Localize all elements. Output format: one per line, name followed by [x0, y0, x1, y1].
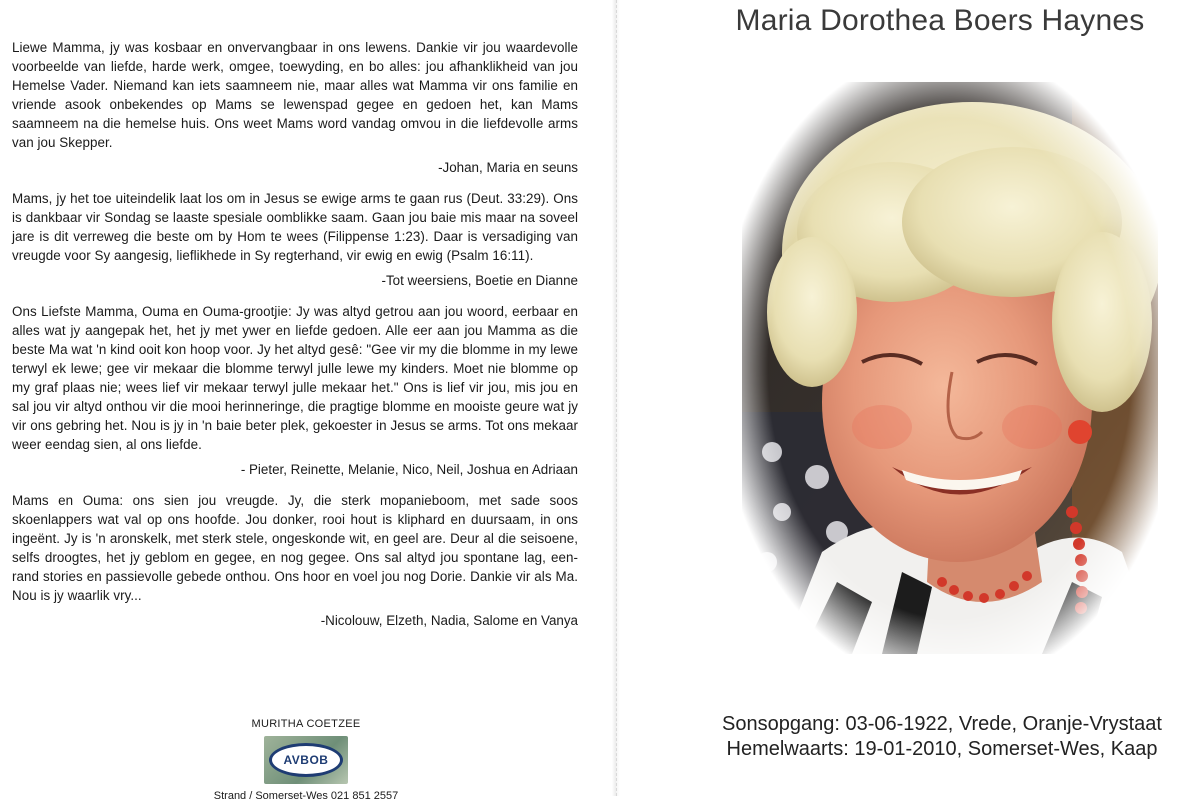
- life-dates: [692, 712, 1192, 762]
- undertaker-footer: [196, 718, 416, 802]
- birth-line: Sonsopgang: 03-06-1922, Vrede, Oranje-Vrystaat: [722, 713, 1162, 735]
- undertaker-name: MURITHA COETZEE: [251, 718, 361, 730]
- portrait-image: [742, 82, 1158, 654]
- avbob-logo: [264, 736, 348, 784]
- tribute-text: Liewe Mamma, jy was kosbaar en onvervangbaar in ons lewens. Dankie vir jou waardevolle voorbeelde van liefde, harde werk, omgee, toewyding, en bo alles: jou afhanklikheid van jou Hemelse Vader. Niemand kan iets saamneem nie, maar alles wat Mamma vir ons familie en vriende asook onbekendes op Mams se lewenspad gegee en gedoen het, kan Mams saamneem na die hemelse huis. Ons weet Mams word vandag omvou in die liefdevolle arms van jou Skepper.: [12, 40, 578, 150]
- death-line: Hemelwaarts: 19-01-2010, Somerset-Wes, Kaap: [726, 738, 1158, 760]
- tribute-4: [12, 491, 578, 630]
- tribute-signature: -Nicolouw, Elzeth, Nadia, Salome en Vanya: [320, 613, 578, 628]
- tribute-signature: -Johan, Maria en seuns: [438, 160, 578, 175]
- tribute-signature: -Tot weersiens, Boetie en Dianne: [381, 273, 578, 288]
- tribute-text: Ons Liefste Mamma, Ouma en Ouma-grootjie: Jy was altyd getrou aan jou woord, eerbaar en alles wat jy aangepak het, het jy met ywer en liefde gedoen. Alle eer aan jou Mamma as die beste Ma wat 'n kind ooit kon hoop voor. Jy het altyd gesê: "Gee vir my die blomme in my lewe terwyl ek lewe; gee vir mekaar die blomme terwyl julle lewe my kinders. Moet nie blomme op my graf plaas nie; wees lief vir mekaar terwyl julle mekaar het." Ons is lief vir jou, mis jou en sal jou vir altyd onthou vir die mooi herinneringe, die pragtige blomme en mooiste geure wat jy vir ons gebring het. Nou is jy in 'n baie beter plek, gekoester in Jesus se arms. Tot ons mekaar weer eendag sien, al ons liefde.: [12, 304, 578, 452]
- tribute-text: Mams, jy het toe uiteindelik laat los om in Jesus se ewige arms te gaan rus (Deut. 33:29). Ons is dankbaar vir Sondag se laaste spesiale oomblikke saam. Gaan jou baie mis maar na soveel jare is dit verreweg die beste om by Hom te wees (Filippense 1:23). Daar is versadiging van vreugde voor Sy aangesig, lieflikhede in Sy regterhand, vir ewig en ewig (Psalm 16:11).: [12, 191, 578, 263]
- avbob-logo-text: AVBOB: [269, 743, 343, 777]
- tribute-text: Mams en Ouma: ons sien jou vreugde. Jy, die sterk mopanieboom, met sade soos skoenlappers wat val op ons hoofde. Jou donker, rooi hout is kliphard en duursaam, in ons ingeënt. Jy is 'n aronskelk, met sterk stele, ongeskonde wit, en geel are. Deur al die seisoene, selfs droogtes, het jy geblom en gegee, en nog gegee. Ons sal altyd jou spontane lag, een-rand stories en passievolle gebede onthou. Ons hoor en voel jou nog Dorie. Dankie vir als Ma. Nou is jy waarlik vry...: [12, 493, 578, 603]
- tribute-2: [12, 189, 578, 290]
- tribute-3: [12, 302, 578, 479]
- portrait-photo: [742, 82, 1158, 654]
- undertaker-contact: Strand / Somerset-Wes 021 851 2557: [213, 790, 399, 802]
- page-title: Maria Dorothea Boers Haynes: [735, 4, 1145, 37]
- fold-line: [616, 0, 617, 796]
- tributes-page: [12, 38, 578, 642]
- tribute-1: [12, 38, 578, 177]
- tribute-signature: - Pieter, Reinette, Melanie, Nico, Neil, Joshua en Adriaan: [240, 462, 578, 477]
